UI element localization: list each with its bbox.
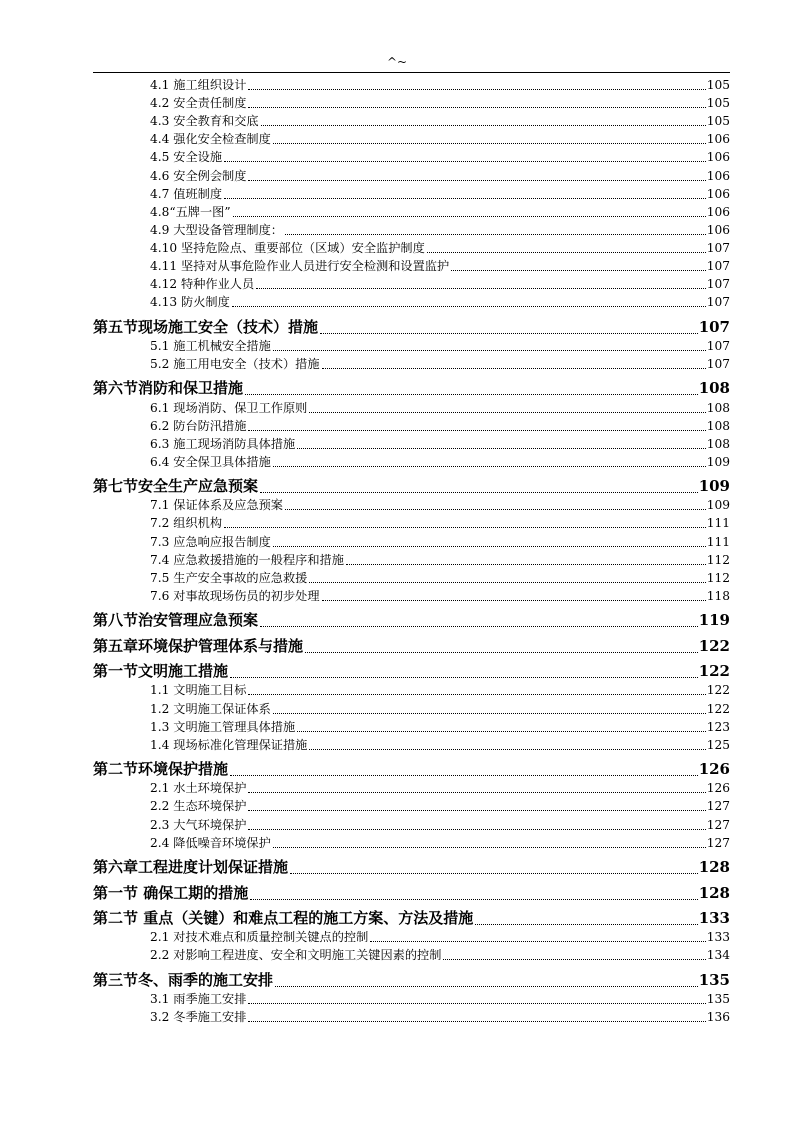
- toc-dot-leader: [275, 986, 698, 987]
- toc-entry-page-number: 107: [706, 277, 730, 292]
- toc-entry-label: 4.11 坚持对从事危险作业人员进行安全检测和设置监护: [150, 259, 450, 274]
- toc-entry-label: 4.9 大型设备管理制度：: [150, 222, 283, 237]
- toc-entry-page-number: 107: [706, 356, 730, 371]
- toc-entry-page-number: 112: [706, 570, 730, 585]
- toc-subsection-entry[interactable]: [93, 293, 730, 311]
- toc-dot-leader: [248, 694, 705, 695]
- toc-subsection-entry[interactable]: [93, 1008, 730, 1026]
- table-of-contents: [93, 76, 730, 1026]
- toc-subsection-entry[interactable]: [93, 435, 730, 453]
- toc-dot-leader: [248, 430, 705, 431]
- toc-dot-leader: [256, 288, 706, 289]
- toc-entry-label: 5.1 施工机械安全措施: [150, 338, 271, 353]
- toc-entry-page-number: 127: [706, 799, 730, 814]
- toc-entry-label: 4.8“五牌一图”: [150, 204, 231, 219]
- toc-entry-page-number: 107: [706, 240, 730, 255]
- toc-dot-leader: [320, 333, 698, 334]
- toc-subsection-entry[interactable]: [93, 453, 730, 471]
- toc-subsection-entry[interactable]: [93, 990, 730, 1008]
- toc-entry-page-number: 106: [706, 168, 730, 183]
- toc-dot-leader: [309, 749, 705, 750]
- toc-entry-page-number: 111: [706, 534, 730, 549]
- toc-dot-leader: [273, 546, 706, 547]
- toc-dot-leader: [248, 107, 705, 108]
- toc-entry-page-number: 107: [706, 338, 730, 353]
- toc-entry-label: 第七节安全生产应急预案: [93, 477, 259, 496]
- toc-dot-leader: [248, 89, 705, 90]
- toc-dot-leader: [309, 412, 705, 413]
- toc-entry-label: 7.2 组织机构: [150, 516, 223, 531]
- toc-dot-leader: [248, 1003, 705, 1004]
- toc-entry-page-number: 133: [698, 909, 730, 928]
- toc-entry-label: 2.2 生态环境保护: [150, 799, 247, 814]
- toc-dot-leader: [233, 216, 706, 217]
- toc-dot-leader: [346, 564, 706, 565]
- toc-subsection-entry[interactable]: [93, 221, 730, 239]
- toc-entry-page-number: 122: [698, 636, 730, 655]
- toc-subsection-entry[interactable]: [93, 130, 730, 148]
- toc-dot-leader: [451, 270, 706, 271]
- toc-entry-page-number: 122: [698, 662, 730, 681]
- toc-entry-label: 6.1 现场消防、保卫工作原则: [150, 400, 308, 415]
- toc-entry-page-number: 109: [706, 454, 730, 469]
- toc-entry-label: 1.3 文明施工管理具体措施: [150, 719, 296, 734]
- toc-entry-label: 3.1 雨季施工安排: [150, 991, 247, 1006]
- toc-subsection-entry[interactable]: [93, 797, 730, 815]
- toc-entry-label: 6.4 安全保卫具体措施: [150, 454, 271, 469]
- toc-entry-label: 4.12 特种作业人员: [150, 277, 255, 292]
- toc-dot-leader: [261, 125, 706, 126]
- toc-dot-leader: [290, 873, 698, 874]
- toc-dot-leader: [273, 466, 706, 467]
- toc-dot-leader: [248, 792, 705, 793]
- toc-subsection-entry[interactable]: [93, 587, 730, 605]
- toc-dot-leader: [475, 924, 697, 925]
- toc-subsection-entry[interactable]: [93, 736, 730, 754]
- toc-entry-label: 4.4 强化安全检查制度: [150, 132, 271, 147]
- toc-dot-leader: [248, 1021, 705, 1022]
- toc-dot-leader: [322, 368, 706, 369]
- toc-section-entry[interactable]: [93, 605, 730, 631]
- toc-entry-page-number: 119: [698, 611, 730, 630]
- toc-section-entry[interactable]: [93, 373, 730, 399]
- toc-entry-label: 5.2 施工用电安全（技术）措施: [150, 356, 320, 371]
- toc-dot-leader: [224, 198, 706, 199]
- toc-entry-page-number: 105: [706, 78, 730, 93]
- toc-entry-label: 4.13 防火制度: [150, 295, 230, 310]
- toc-dot-leader: [248, 810, 705, 811]
- toc-subsection-entry[interactable]: [93, 496, 730, 514]
- toc-entry-label: 2.4 降低噪音环境保护: [150, 835, 271, 850]
- toc-entry-page-number: 107: [698, 317, 730, 336]
- toc-subsection-entry[interactable]: [93, 718, 730, 736]
- toc-entry-label: 2.3 大气环境保护: [150, 817, 247, 832]
- toc-entry-page-number: 106: [706, 150, 730, 165]
- toc-dot-leader: [248, 180, 705, 181]
- toc-entry-page-number: 108: [706, 436, 730, 451]
- toc-dot-leader: [297, 731, 706, 732]
- toc-entry-label: 4.6 安全例会制度: [150, 168, 247, 183]
- toc-dot-leader: [245, 394, 698, 395]
- page-header-mark: ^~: [386, 55, 408, 69]
- toc-entry-page-number: 106: [706, 186, 730, 201]
- toc-dot-leader: [285, 509, 706, 510]
- toc-entry-label: 4.3 安全教育和交底: [150, 114, 259, 129]
- toc-entry-label: 第八节治安管理应急预案: [93, 611, 259, 630]
- toc-subsection-entry[interactable]: [93, 834, 730, 852]
- toc-entry-page-number: 127: [706, 835, 730, 850]
- toc-entry-page-number: 106: [706, 204, 730, 219]
- toc-subsection-entry[interactable]: [93, 398, 730, 416]
- toc-dot-leader: [273, 713, 706, 714]
- toc-entry-page-number: 127: [706, 817, 730, 832]
- toc-entry-page-number: 128: [698, 858, 730, 877]
- toc-entry-label: 1.1 文明施工目标: [150, 683, 247, 698]
- toc-dot-leader: [224, 527, 706, 528]
- toc-entry-page-number: 109: [698, 477, 730, 496]
- toc-subsection-entry[interactable]: [93, 185, 730, 203]
- toc-entry-label: 4.2 安全责任制度: [150, 96, 247, 111]
- toc-section-entry[interactable]: [93, 903, 730, 929]
- toc-entry-label: 7.5 生产安全事故的应急救援: [150, 570, 308, 585]
- toc-section-entry[interactable]: [93, 656, 730, 682]
- toc-dot-leader: [260, 492, 698, 493]
- toc-entry-page-number: 108: [698, 379, 730, 398]
- toc-dot-leader: [443, 959, 705, 960]
- toc-dot-leader: [230, 677, 698, 678]
- toc-dot-leader: [273, 350, 706, 351]
- toc-subsection-entry[interactable]: [93, 94, 730, 112]
- toc-entry-page-number: 111: [706, 516, 730, 531]
- toc-dot-leader: [305, 652, 698, 653]
- toc-subsection-entry[interactable]: [93, 928, 730, 946]
- toc-entry-page-number: 133: [706, 930, 730, 945]
- toc-entry-label: 2.2 对影响工程进度、安全和文明施工关键因素的控制: [150, 948, 442, 963]
- toc-subsection-entry[interactable]: [93, 275, 730, 293]
- toc-dot-leader: [322, 600, 706, 601]
- toc-subsection-entry[interactable]: [93, 148, 730, 166]
- toc-entry-page-number: 126: [698, 760, 730, 779]
- toc-dot-leader: [427, 252, 706, 253]
- toc-subsection-entry[interactable]: [93, 257, 730, 275]
- toc-entry-label: 7.4 应急救援措施的一般程序和措施: [150, 552, 344, 567]
- toc-dot-leader: [260, 626, 698, 627]
- toc-subsection-entry[interactable]: [93, 779, 730, 797]
- toc-entry-page-number: 118: [706, 588, 730, 603]
- toc-dot-leader: [297, 448, 706, 449]
- toc-dot-leader: [309, 582, 705, 583]
- toc-subsection-entry[interactable]: [93, 166, 730, 184]
- toc-subsection-entry[interactable]: [93, 946, 730, 964]
- toc-subsection-entry[interactable]: [93, 699, 730, 717]
- toc-entry-page-number: 122: [706, 683, 730, 698]
- toc-entry-label: 1.4 现场标准化管理保证措施: [150, 737, 308, 752]
- toc-entry-page-number: 134: [706, 948, 730, 963]
- toc-entry-page-number: 107: [706, 259, 730, 274]
- toc-entry-page-number: 135: [706, 991, 730, 1006]
- toc-section-entry[interactable]: [93, 471, 730, 497]
- toc-entry-page-number: 106: [706, 222, 730, 237]
- toc-entry-label: 4.1 施工组织设计: [150, 78, 247, 93]
- toc-entry-label: 第二节 重点（关键）和难点工程的施工方案、方法及措施: [93, 909, 474, 928]
- toc-entry-page-number: 136: [706, 1009, 730, 1024]
- toc-entry-label: 第一节文明施工措施: [93, 662, 229, 681]
- toc-entry-page-number: 128: [698, 883, 730, 902]
- toc-entry-page-number: 105: [706, 96, 730, 111]
- toc-entry-label: 2.1 对技术难点和质量控制关键点的控制: [150, 930, 369, 945]
- toc-entry-label: 4.10 坚持危险点、重要部位（区域）安全监护制度: [150, 240, 425, 255]
- toc-entry-page-number: 125: [706, 737, 730, 752]
- toc-entry-page-number: 135: [698, 970, 730, 989]
- toc-subsection-entry[interactable]: [93, 681, 730, 699]
- toc-entry-label: 第三节冬、雨季的施工安排: [93, 970, 274, 989]
- toc-entry-label: 第二节环境保护措施: [93, 760, 229, 779]
- toc-dot-leader: [370, 941, 705, 942]
- toc-entry-page-number: 109: [706, 498, 730, 513]
- toc-entry-page-number: 107: [706, 295, 730, 310]
- toc-section-entry[interactable]: [93, 754, 730, 780]
- toc-entry-page-number: 105: [706, 114, 730, 129]
- toc-entry-page-number: 106: [706, 132, 730, 147]
- toc-subsection-entry[interactable]: [93, 337, 730, 355]
- toc-entry-label: 第一节 确保工期的措施: [93, 883, 249, 902]
- toc-dot-leader: [230, 775, 698, 776]
- toc-entry-label: 第六章工程进度计划保证措施: [93, 858, 289, 877]
- toc-dot-leader: [224, 161, 706, 162]
- toc-entry-label: 第六节消防和保卫措施: [93, 379, 244, 398]
- toc-entry-label: 6.3 施工现场消防具体措施: [150, 436, 296, 451]
- toc-dot-leader: [273, 143, 706, 144]
- toc-entry-page-number: 112: [706, 552, 730, 567]
- toc-entry-label: 4.7 值班制度: [150, 186, 223, 201]
- toc-subsection-entry[interactable]: [93, 355, 730, 373]
- toc-dot-leader: [285, 234, 706, 235]
- toc-subsection-entry[interactable]: [93, 551, 730, 569]
- toc-section-entry[interactable]: [93, 852, 730, 878]
- toc-entry-label: 7.6 对事故现场伤员的初步处理: [150, 588, 320, 603]
- toc-dot-leader: [273, 847, 706, 848]
- toc-section-entry[interactable]: [93, 311, 730, 337]
- toc-entry-label: 1.2 文明施工保证体系: [150, 701, 271, 716]
- toc-dot-leader: [250, 899, 697, 900]
- header-rule: [93, 72, 730, 73]
- toc-entry-label: 第五章环境保护管理体系与措施: [93, 636, 304, 655]
- toc-entry-page-number: 123: [706, 719, 730, 734]
- toc-entry-page-number: 126: [706, 781, 730, 796]
- toc-subsection-entry[interactable]: [93, 532, 730, 550]
- toc-subsection-entry[interactable]: [93, 112, 730, 130]
- toc-entry-label: 第五节现场施工安全（技术）措施: [93, 317, 319, 336]
- toc-section-entry[interactable]: [93, 630, 730, 656]
- toc-subsection-entry[interactable]: [93, 76, 730, 94]
- toc-entry-label: 7.1 保证体系及应急预案: [150, 498, 283, 513]
- toc-entry-page-number: 108: [706, 400, 730, 415]
- toc-entry-page-number: 108: [706, 418, 730, 433]
- toc-entry-label: 4.5 安全设施: [150, 150, 223, 165]
- toc-subsection-entry[interactable]: [93, 569, 730, 587]
- toc-subsection-entry[interactable]: [93, 514, 730, 532]
- toc-section-entry[interactable]: [93, 877, 730, 903]
- toc-subsection-entry[interactable]: [93, 239, 730, 257]
- toc-dot-leader: [232, 306, 706, 307]
- toc-subsection-entry[interactable]: [93, 815, 730, 833]
- toc-entry-page-number: 122: [706, 701, 730, 716]
- toc-entry-label: 3.2 冬季施工安排: [150, 1009, 247, 1024]
- toc-subsection-entry[interactable]: [93, 203, 730, 221]
- toc-entry-label: 6.2 防台防汛措施: [150, 418, 247, 433]
- toc-entry-label: 2.1 水土环境保护: [150, 781, 247, 796]
- toc-section-entry[interactable]: [93, 964, 730, 990]
- toc-subsection-entry[interactable]: [93, 417, 730, 435]
- toc-dot-leader: [248, 829, 705, 830]
- toc-entry-label: 7.3 应急响应报告制度: [150, 534, 271, 549]
